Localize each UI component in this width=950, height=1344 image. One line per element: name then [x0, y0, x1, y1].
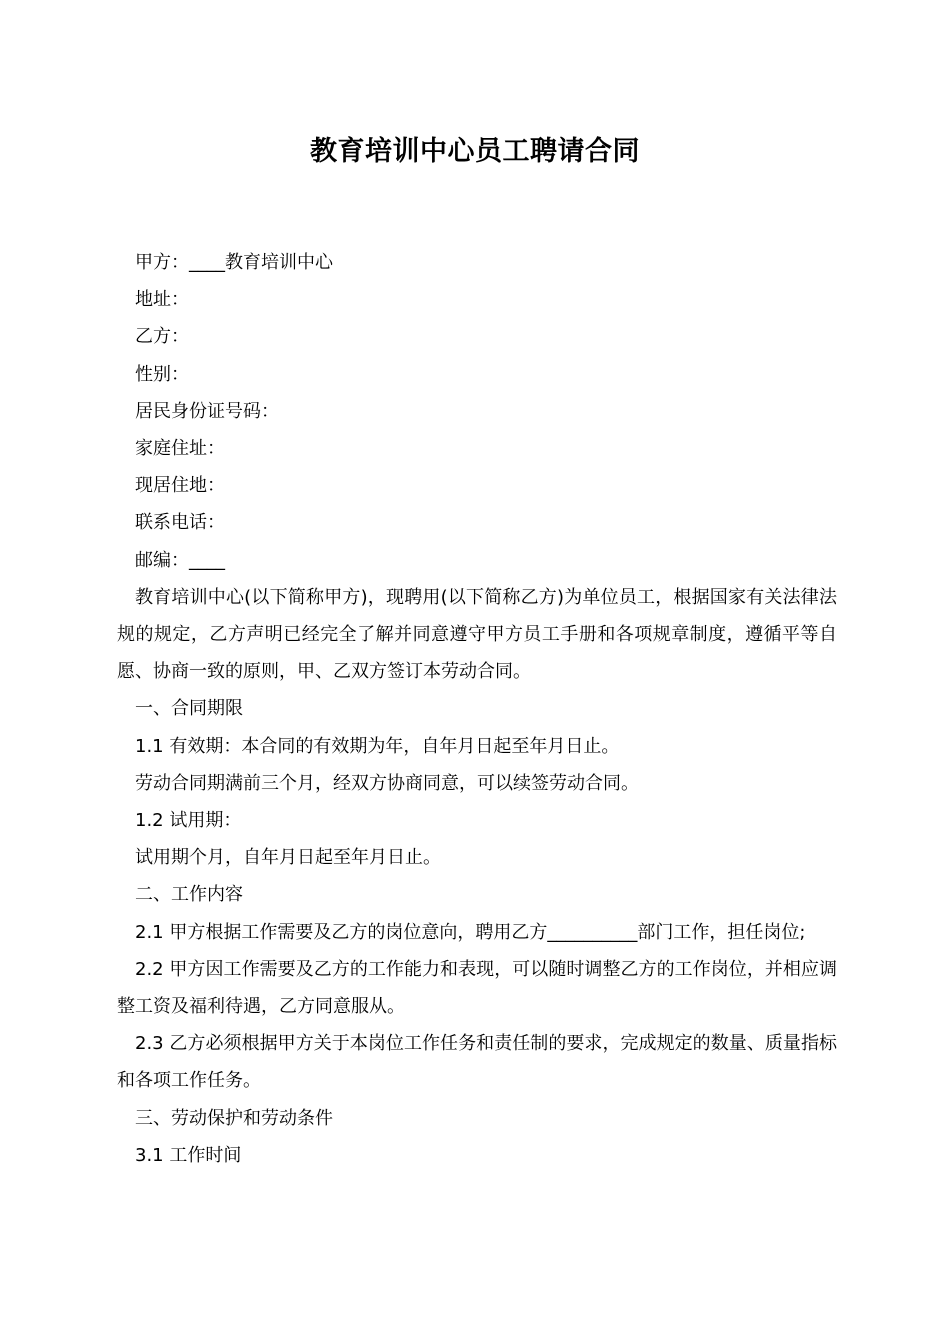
clause-2-2: 2.2 甲方因工作需要及乙方的工作能力和表现，可以随时调整乙方的工作岗位，并相应调整工资及福利待遇，乙方同意服从。 [117, 958, 837, 1018]
clause-2-1: 2.1 甲方根据工作需要及乙方的岗位意向，聘用乙方__________部门工作，担任岗位; [135, 921, 806, 943]
phone-line: 联系电话： [135, 512, 225, 534]
clause-3-1: 3.1 工作时间 [135, 1144, 242, 1166]
address-line: 地址： [135, 289, 189, 311]
intro-paragraph: 教育培训中心(以下简称甲方)，现聘用(以下简称乙方)为单位员工，根据国家有关法律法规的规定，乙方声明已经完全了解并同意遵守甲方员工手册和各项规章制度，遵循平等自愿、协商一致的原则，甲、乙双方签订本劳动合同。 [117, 586, 837, 683]
section-3-heading: 三、劳动保护和劳动条件 [135, 1107, 333, 1129]
gender-line: 性别： [135, 363, 189, 385]
clause-1-1-renewal: 劳动合同期满前三个月，经双方协商同意，可以续签劳动合同。 [135, 772, 639, 794]
current-address-line: 现居住地： [135, 475, 225, 497]
party-a-line: 甲方：____教育培训中心 [135, 252, 333, 273]
id-number-line: 居民身份证号码： [135, 400, 279, 422]
section-1-heading: 一、合同期限 [135, 698, 243, 720]
clause-1-1: 1.1 有效期：本合同的有效期为年，自年月日起至年月日止。 [135, 735, 620, 757]
clause-1-2-detail: 试用期个月，自年月日起至年月日止。 [135, 847, 441, 869]
clause-2-3: 2.3 乙方必须根据甲方关于本岗位工作任务和责任制的要求，完成规定的数量、质量指标和各项工作任务。 [117, 1033, 837, 1092]
clause-1-2: 1.2 试用期： [135, 810, 242, 832]
section-2-heading: 二、工作内容 [135, 884, 243, 906]
home-address-line: 家庭住址： [135, 438, 225, 460]
party-b-line: 乙方： [135, 326, 189, 348]
document-body [117, 244, 837, 1174]
document-title: 教育培训中心员工聘请合同 [310, 136, 640, 167]
postcode-line: 邮编：____ [135, 549, 225, 571]
